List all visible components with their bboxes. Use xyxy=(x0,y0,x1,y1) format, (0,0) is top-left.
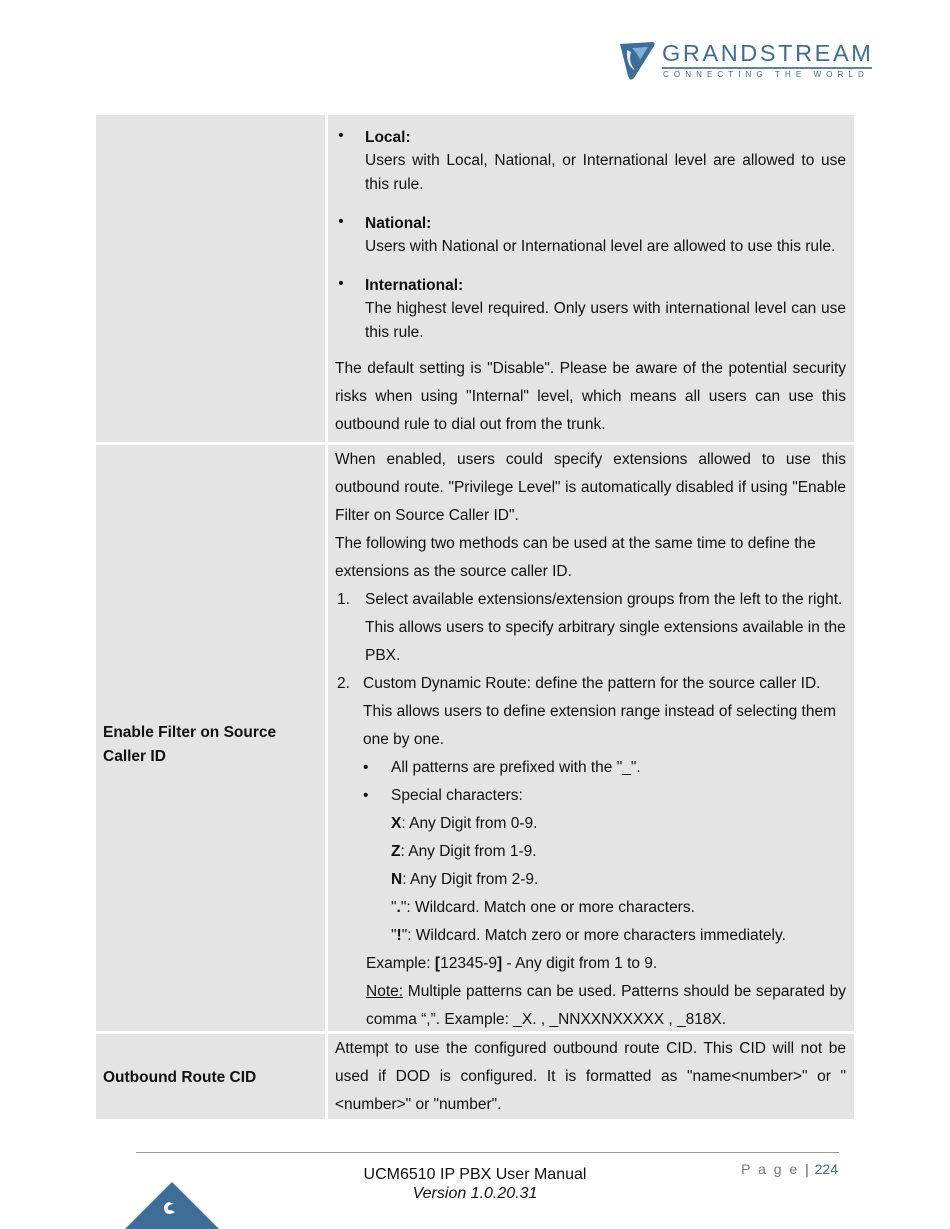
special-char-n xyxy=(335,866,846,894)
example-bracket-open: [ xyxy=(434,955,441,972)
row-description-cell xyxy=(328,445,854,1031)
method-number: 1. xyxy=(337,591,350,608)
row-description-cell xyxy=(328,115,854,442)
bullet-icon: • xyxy=(338,213,344,230)
method-2 xyxy=(335,670,846,754)
logo-brand-name: GRANDSTREAM xyxy=(662,40,874,66)
note-label: Note: xyxy=(366,983,404,1000)
special-char-x xyxy=(335,810,846,838)
table-row-privilege-level xyxy=(96,115,854,442)
method-text: Select available extensions/extension groups from the left to the right. This allows users to specify arbitrary single extensions available in the PBX. xyxy=(365,591,846,664)
bullet-icon: • xyxy=(363,759,369,776)
level-title: National xyxy=(365,215,427,232)
manual-title: UCM6510 IP PBX User Manual xyxy=(363,1166,587,1183)
row-label: Enable Filter on Source Caller ID xyxy=(103,724,277,765)
manual-version: Version 1.0.20.31 xyxy=(412,1185,538,1202)
list-item-international: • International: The highest level required. Only users with international level can use this rule. xyxy=(335,275,846,355)
sub-bullet-special xyxy=(335,782,846,810)
footer-divider xyxy=(136,1152,839,1153)
pattern-example xyxy=(335,950,846,978)
level-title: International xyxy=(365,277,459,294)
special-char-desc: ": Wildcard. Match one or more characters. xyxy=(400,899,695,916)
bullet-icon: • xyxy=(338,127,344,144)
default-setting-note: The default setting is "Disable". Please be aware of the potential security risks when using "Internal" level, which means all users can use this outbound rule to dial out from the trunk. xyxy=(335,360,846,433)
list-item-national: • National: Users with National or International level are allowed to use this rule. xyxy=(335,213,846,275)
list-item-local: • Local: Users with Local, National, or International level are allowed to use this rule. xyxy=(335,127,846,213)
special-char-dot xyxy=(335,894,846,922)
example-label: Example: xyxy=(366,955,435,972)
special-char-key: ! xyxy=(396,927,402,944)
row-label-cell xyxy=(96,1034,325,1119)
method-text: Custom Dynamic Route: define the pattern for the source caller ID. This allows users to define extension range instead of selecting them one by one. xyxy=(363,675,837,748)
logo-divider xyxy=(662,67,872,69)
row-label-cell xyxy=(96,445,325,1031)
pattern-note xyxy=(335,978,846,1034)
bullet-icon: • xyxy=(363,787,369,804)
footer-logo-triangle-icon xyxy=(125,1182,219,1229)
special-char-key: . xyxy=(396,899,401,916)
row-description-cell xyxy=(328,1034,854,1119)
example-value: 12345-9 xyxy=(440,955,497,972)
level-description: Users with National or International level are allowed to use this rule. xyxy=(365,238,836,255)
quote-mark: " xyxy=(391,899,397,916)
special-char-key: Z xyxy=(391,843,401,860)
method-number: 2. xyxy=(337,675,350,692)
methods-intro: The following two methods can be used at the same time to define the extensions as the source caller ID. xyxy=(335,535,816,580)
page-label: P a g e xyxy=(741,1161,800,1177)
cid-description: Attempt to use the configured outbound route CID. This CID will not be used if DOD is configured. It is formatted as "name<number>" or "<number>" or "number". xyxy=(335,1040,846,1113)
parameter-table xyxy=(96,115,854,1122)
level-description: Users with Local, National, or International level are allowed to use this rule. xyxy=(365,152,846,193)
level-title: Local xyxy=(365,129,406,146)
level-description: The highest level required. Only users with international level can use this rule. xyxy=(365,300,846,341)
special-char-key: N xyxy=(391,871,403,888)
sub-bullet-text: Special characters: xyxy=(391,787,523,804)
example-bracket-close: ] xyxy=(496,955,503,972)
page-separator: | xyxy=(805,1161,809,1177)
special-char-desc: ": Wildcard. Match zero or more characters immediately. xyxy=(401,927,786,944)
note-text: Multiple patterns can be used. Patterns should be separated by comma “,”. Example: _X. , _NNXXNXXXXX , _818X. xyxy=(366,983,846,1028)
special-char-key: X xyxy=(391,815,402,832)
special-char-z xyxy=(335,838,846,866)
row-label: Outbound Route CID xyxy=(103,1068,257,1086)
sub-bullet-prefix xyxy=(335,754,846,782)
special-char-bang xyxy=(335,922,846,950)
sub-bullet-text: All patterns are prefixed with the "_". xyxy=(391,759,641,776)
special-char-desc: : Any Digit from 0-9. xyxy=(401,815,538,832)
table-row-outbound-route-cid xyxy=(96,1034,854,1119)
quote-mark: " xyxy=(391,927,397,944)
filter-intro: When enabled, users could specify extensions allowed to use this outbound route. "Privilege Level" is automatically disabled if using "Enable Filter on Source Caller ID". xyxy=(335,451,846,524)
row-label-cell-empty xyxy=(96,115,325,442)
special-char-desc: : Any Digit from 1-9. xyxy=(400,843,537,860)
logo-tagline: CONNECTING THE WORLD xyxy=(663,70,869,79)
page-number-value: 224 xyxy=(814,1161,838,1177)
method-1 xyxy=(335,586,846,670)
table-row-enable-filter xyxy=(96,445,854,1031)
bullet-icon: • xyxy=(338,275,344,292)
grandstream-logo-icon xyxy=(618,40,658,82)
example-description: - Any digit from 1 to 9. xyxy=(502,955,658,972)
special-char-desc: : Any Digit from 2-9. xyxy=(402,871,539,888)
grandstream-logo xyxy=(618,40,878,84)
